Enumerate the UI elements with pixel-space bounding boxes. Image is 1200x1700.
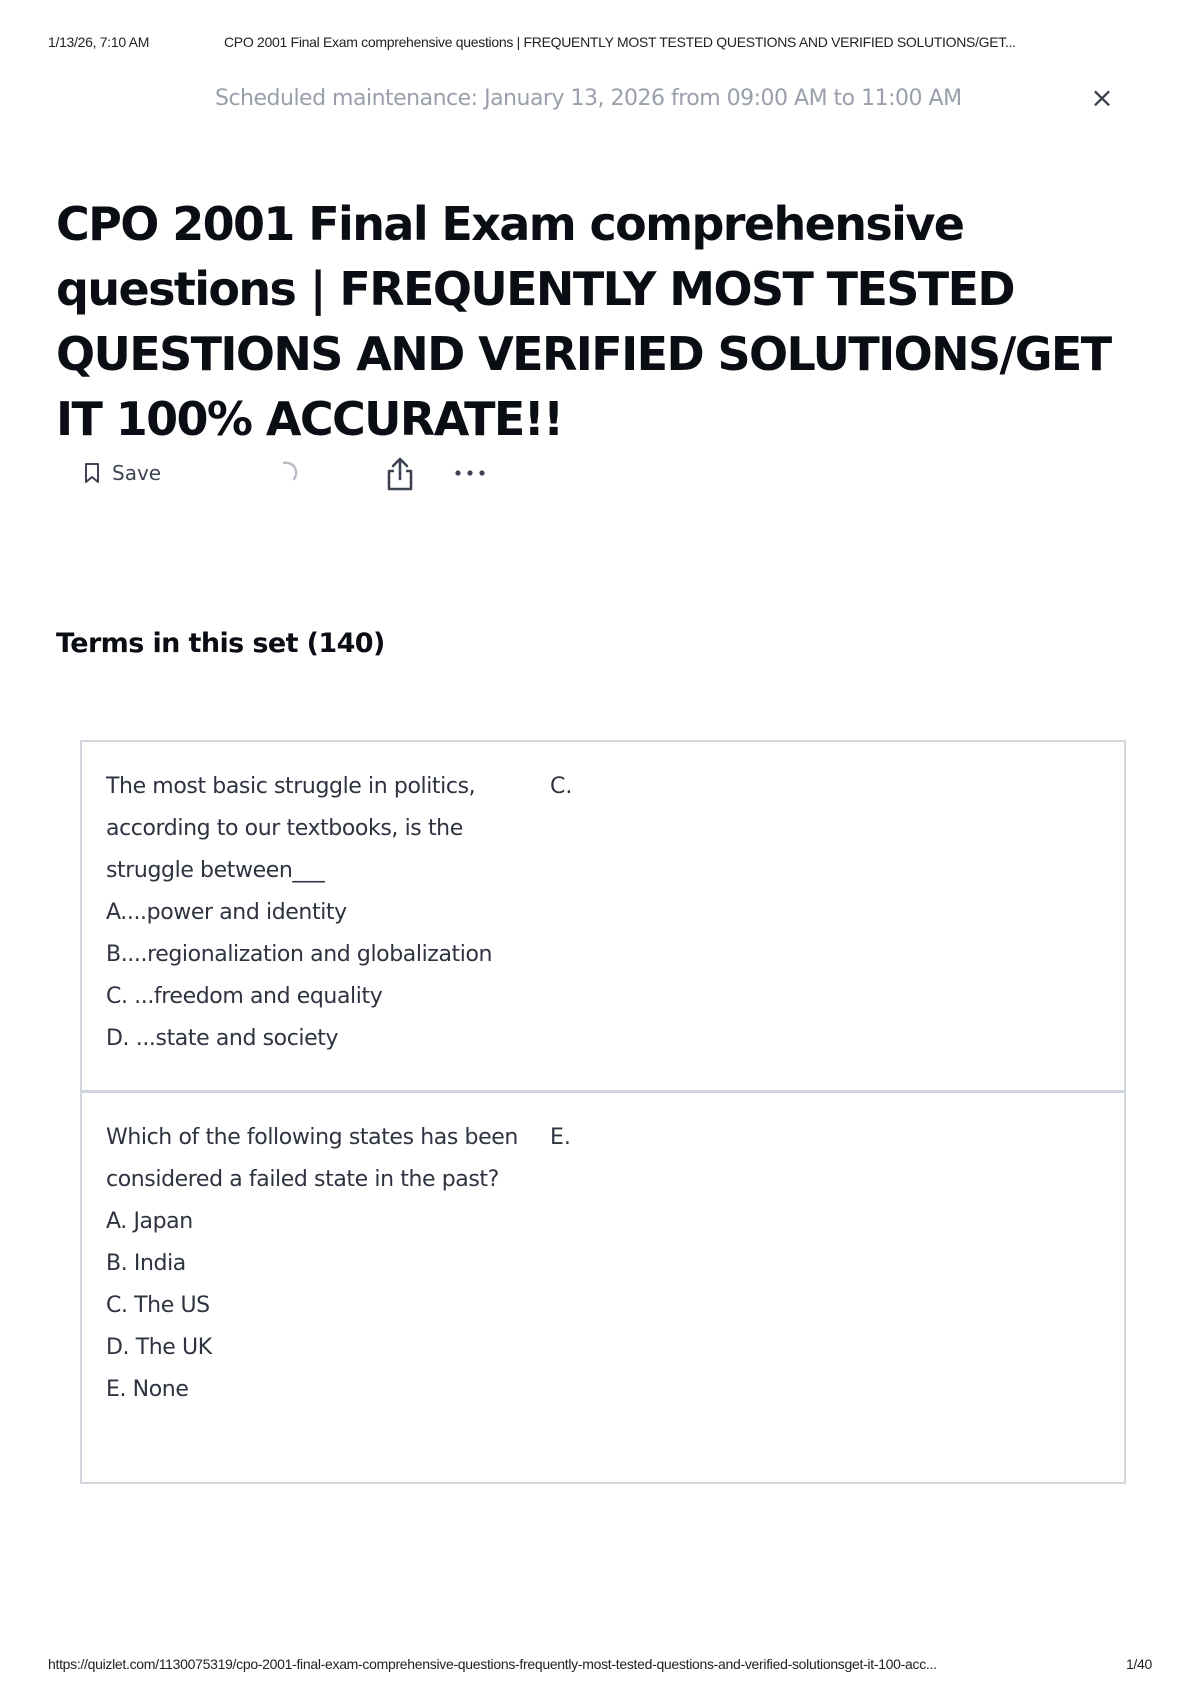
maintenance-banner-text: Scheduled maintenance: January 13, 2026 from 09:00 AM to 11:00 AM (215, 86, 962, 111)
close-icon[interactable]: × (1090, 81, 1114, 114)
print-datetime: 1/13/26, 7:10 AM (48, 34, 150, 50)
spinner-icon (272, 457, 304, 489)
more-options-icon[interactable] (452, 465, 488, 481)
terms-list (80, 740, 1126, 1484)
term-card (82, 742, 1124, 1090)
page-title: CPO 2001 Final Exam comprehensive questions | FREQUENTLY MOST TESTED QUESTIONS AND VERIFIED SOLUTIONS/GET IT 100% ACCURATE!! (56, 197, 1111, 446)
terms-heading: Terms in this set (140) (56, 628, 385, 659)
term-question: The most basic struggle in politics, according to our textbooks, is the struggle between___ A....power and identity B....regionalization and globalization C. ...freedom and equality D. ...state and society (106, 774, 493, 1051)
term-card (82, 1090, 1124, 1482)
print-url: https://quizlet.com/1130075319/cpo-2001-final-exam-comprehensive-questions-frequently-most-tested-questions-and-verified-solutionsget-it-100-acc... (48, 1656, 937, 1672)
share-icon[interactable] (382, 455, 418, 493)
print-page-number: 1/40 (1125, 1656, 1152, 1672)
bookmark-icon (82, 462, 102, 484)
save-button-label: Save (112, 461, 162, 485)
print-doc-title: CPO 2001 Final Exam comprehensive questions | FREQUENTLY MOST TESTED QUESTIONS AND VERIFIED SOLUTIONS/GET... (224, 34, 1016, 50)
print-header (48, 34, 1152, 54)
action-bar (82, 455, 502, 495)
term-question: Which of the following states has been considered a failed state in the past? A. Japan B. India C. The US D. The UK E. None (106, 1125, 518, 1402)
term-answer: E. (550, 1125, 571, 1150)
print-footer (48, 1656, 1152, 1676)
save-button[interactable] (82, 455, 161, 491)
maintenance-banner (0, 81, 1200, 120)
term-answer: C. (550, 774, 573, 799)
